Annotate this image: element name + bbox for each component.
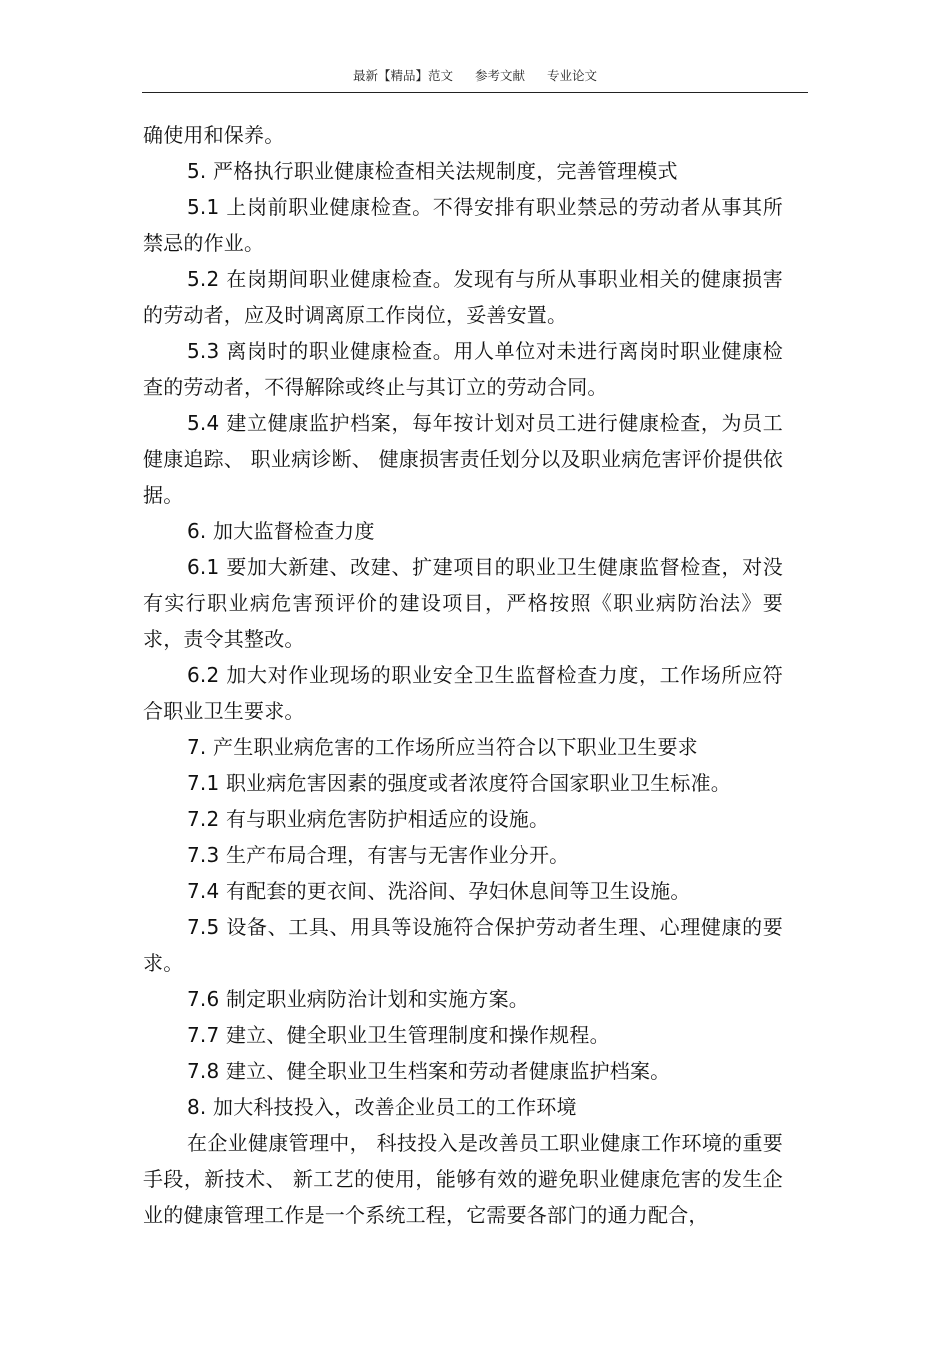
paragraph: 7.5 设备、工具、用具等设施符合保护劳动者生理、心理健康的要求。 — [143, 915, 783, 975]
paragraph: 6.1 要加大新建、改建、扩建项目的职业卫生健康监督检查，对没有实行职业病危害预评价的建设项目，严格按照《职业病防治法》要求，责令其整改。 — [143, 555, 783, 651]
header-item-professional-papers: 专业论文 — [546, 68, 597, 83]
paragraph: 7.6 制定职业病防治计划和实施方案。 — [187, 987, 529, 1011]
paragraph: 7.3 生产布局合理，有害与无害作业分开。 — [187, 843, 570, 867]
header-item-references: 参考文献 — [474, 68, 525, 83]
paragraph: 7.2 有与职业病危害防护相适应的设施。 — [187, 807, 550, 831]
paragraph: 5.4 建立健康监护档案，每年按计划对员工进行健康检查，为员工健康追踪、 职业病诊断、 健康损害责任划分以及职业病危害评价提供依据。 — [143, 411, 783, 507]
section-heading-7: 7. 产生职业病危害的工作场所应当符合以下职业卫生要求 — [187, 735, 698, 759]
section-heading-5: 5. 严格执行职业健康检查相关法规制度，完善管理模式 — [187, 159, 678, 183]
section-heading-8: 8. 加大科技投入，改善企业员工的工作环境 — [187, 1095, 577, 1119]
paragraph: 6.2 加大对作业现场的职业安全卫生监督检查力度，工作场所应符合职业卫生要求。 — [143, 663, 783, 723]
paragraph: 7.1 职业病危害因素的强度或者浓度符合国家职业卫生标准。 — [187, 771, 731, 795]
paragraph: 5.2 在岗期间职业健康检查。发现有与所从事职业相关的健康损害的劳动者，应及时调离原工作岗位，妥善安置。 — [143, 267, 783, 327]
section-heading-6: 6. 加大监督检查力度 — [187, 519, 375, 543]
paragraph: 在企业健康管理中， 科技投入是改善员工职业健康工作环境的重要手段，新技术、 新工艺的使用，能够有效的避免职业健康危害的发生企业的健康管理工作是一个系统工程，它需要各部门的通力配合， — [143, 1131, 783, 1227]
paragraph: 7.8 建立、健全职业卫生档案和劳动者健康监护档案。 — [187, 1059, 671, 1083]
paragraph: 确使用和保养。 — [143, 123, 285, 147]
paragraph: 5.1 上岗前职业健康检查。不得安排有职业禁忌的劳动者从事其所禁忌的作业。 — [143, 195, 783, 255]
paragraph: 7.7 建立、健全职业卫生管理制度和操作规程。 — [187, 1023, 610, 1047]
paragraph: 7.4 有配套的更衣间、洗浴间、孕妇休息间等卫生设施。 — [187, 879, 691, 903]
page-header — [142, 66, 808, 93]
document-body — [143, 117, 783, 1233]
header-item-latest-essays: 最新【精品】范文 — [352, 68, 453, 83]
paragraph: 5.3 离岗时的职业健康检查。用人单位对未进行离岗时职业健康检查的劳动者，不得解除或终止与其订立的劳动合同。 — [143, 339, 783, 399]
